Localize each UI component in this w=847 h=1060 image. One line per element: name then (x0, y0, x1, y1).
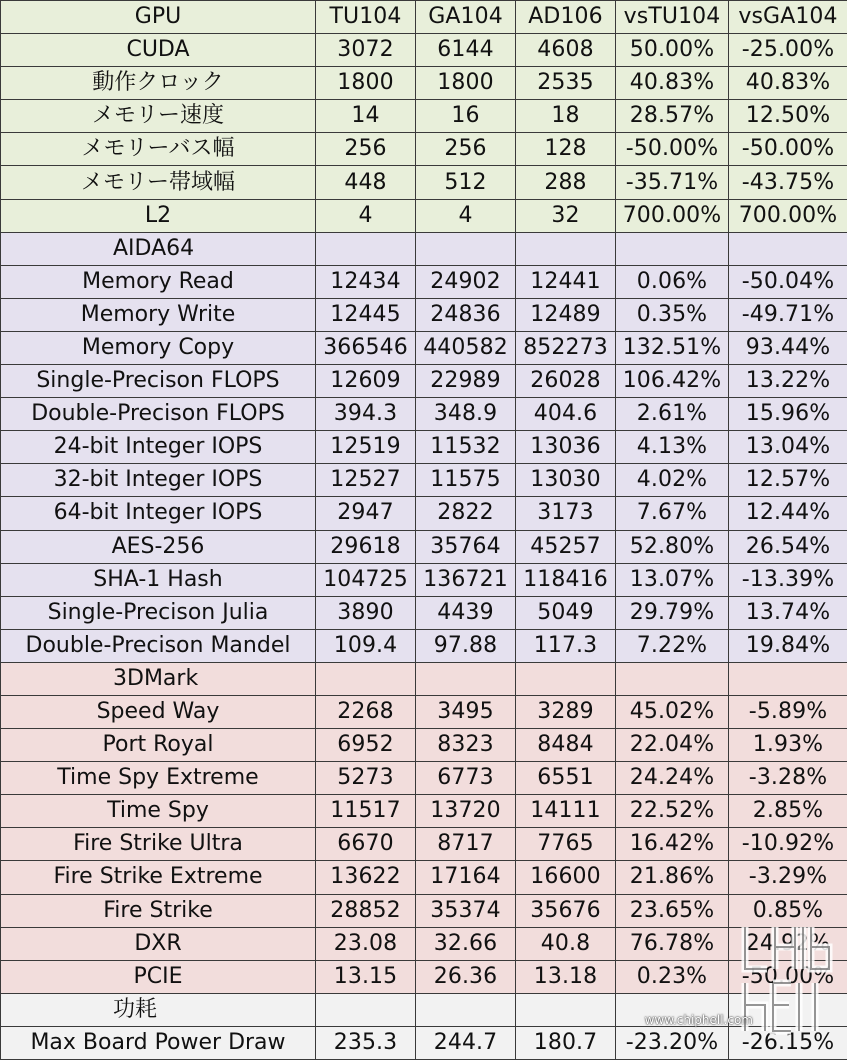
cell-vsga104: 12.44% (729, 497, 847, 530)
cell-ad106: 40.8 (516, 927, 616, 960)
cell-tu104: 12445 (316, 298, 416, 331)
cell-vstu104: 4.13% (616, 431, 729, 464)
cell-ga104: 17164 (416, 861, 516, 894)
cell-vstu104: 0.35% (616, 298, 729, 331)
cell-tu104: 12609 (316, 365, 416, 398)
cell-ga104: 8323 (416, 729, 516, 762)
cell-ga104: 8717 (416, 828, 516, 861)
aida-row (1, 563, 847, 596)
mark-row (1, 695, 847, 728)
cell-vstu104: 0.06% (616, 265, 729, 298)
cell-ga104: 1800 (416, 67, 516, 100)
cell-ad106: 852273 (516, 331, 616, 364)
cell-tu104: 104725 (316, 563, 416, 596)
cell-tu104: 23.08 (316, 927, 416, 960)
row-label: L2 (1, 199, 316, 232)
cell-vsga104: 0.85% (729, 894, 847, 927)
cell-tu104: 2947 (316, 497, 416, 530)
cell-tu104: 448 (316, 166, 416, 199)
cell-vsga104: -3.29% (729, 861, 847, 894)
cell-vsga104: -3.28% (729, 762, 847, 795)
aida-row (1, 265, 847, 298)
section-title: AIDA64 (1, 232, 316, 265)
cell-tu104: 12527 (316, 464, 416, 497)
cell-vsga104: -49.71% (729, 298, 847, 331)
empty-cell (516, 662, 616, 695)
row-label: Port Royal (1, 729, 316, 762)
cell-ad106: 7765 (516, 828, 616, 861)
cell-ga104: 11532 (416, 431, 516, 464)
cell-vstu104: 50.00% (616, 34, 729, 67)
empty-cell (316, 993, 416, 1026)
cell-vsga104: 13.74% (729, 596, 847, 629)
cell-vsga104: 2.85% (729, 795, 847, 828)
cell-tu104: 5273 (316, 762, 416, 795)
cell-tu104: 3072 (316, 34, 416, 67)
row-label: Fire Strike Extreme (1, 861, 316, 894)
table-body (1, 1, 847, 1060)
cell-ad106: 13036 (516, 431, 616, 464)
cell-ga104: 3495 (416, 695, 516, 728)
cell-vstu104: 106.42% (616, 365, 729, 398)
mark-row (1, 960, 847, 993)
cell-ad106: 45257 (516, 530, 616, 563)
cell-vsga104: -25.00% (729, 34, 847, 67)
cell-vsga104: -26.15% (729, 1026, 847, 1059)
row-label: GPU (1, 1, 316, 34)
empty-cell (416, 662, 516, 695)
cell-ad106: 12489 (516, 298, 616, 331)
row-label: SHA-1 Hash (1, 563, 316, 596)
cell-ad106: 180.7 (516, 1026, 616, 1059)
cell-vsga104: vsGA104 (729, 1, 847, 34)
cell-vsga104: 93.44% (729, 331, 847, 364)
cell-ga104: 440582 (416, 331, 516, 364)
cell-vstu104: 45.02% (616, 695, 729, 728)
cell-vsga104: 24.92% (729, 927, 847, 960)
cell-ad106: 5049 (516, 596, 616, 629)
cell-vsga104: -43.75% (729, 166, 847, 199)
cell-vsga104: 1.93% (729, 729, 847, 762)
aida-row (1, 596, 847, 629)
cell-ga104: 2822 (416, 497, 516, 530)
cell-ga104: 4439 (416, 596, 516, 629)
row-label: Fire Strike Ultra (1, 828, 316, 861)
spec-row (1, 133, 847, 166)
cell-ga104: GA104 (416, 1, 516, 34)
cell-tu104: 4 (316, 199, 416, 232)
cell-tu104: 12519 (316, 431, 416, 464)
aida-row (1, 431, 847, 464)
empty-cell (616, 232, 729, 265)
aida-row (1, 331, 847, 364)
spec-row (1, 166, 847, 199)
cell-tu104: 12434 (316, 265, 416, 298)
cell-ga104: 11575 (416, 464, 516, 497)
cell-vstu104: 2.61% (616, 398, 729, 431)
cell-ad106: 3289 (516, 695, 616, 728)
cell-ad106: 128 (516, 133, 616, 166)
cell-ga104: 13720 (416, 795, 516, 828)
cell-vsga104: -50.00% (729, 133, 847, 166)
cell-ga104: 32.66 (416, 927, 516, 960)
cell-ga104: 256 (416, 133, 516, 166)
row-label: Max Board Power Draw (1, 1026, 316, 1059)
cell-tu104: 3890 (316, 596, 416, 629)
empty-cell (316, 662, 416, 695)
section-title: 功耗 (1, 993, 316, 1026)
cell-ad106: 18 (516, 100, 616, 133)
cell-ga104: 244.7 (416, 1026, 516, 1059)
row-label: メモリー帯域幅 (1, 166, 316, 199)
cell-vsga104: -13.39% (729, 563, 847, 596)
cell-vstu104: vsTU104 (616, 1, 729, 34)
cell-ad106: 13.18 (516, 960, 616, 993)
cell-vstu104: 52.80% (616, 530, 729, 563)
row-label: Single-Precison FLOPS (1, 365, 316, 398)
cell-ga104: 97.88 (416, 629, 516, 662)
aida-row (1, 398, 847, 431)
cell-ga104: 35374 (416, 894, 516, 927)
cell-ad106: 404.6 (516, 398, 616, 431)
cell-tu104: 13622 (316, 861, 416, 894)
cell-vstu104: 24.24% (616, 762, 729, 795)
cell-tu104: 6952 (316, 729, 416, 762)
cell-vstu104: 22.52% (616, 795, 729, 828)
row-label: Time Spy (1, 795, 316, 828)
cell-tu104: 1800 (316, 67, 416, 100)
row-label: Single-Precison Julia (1, 596, 316, 629)
mark-row (1, 729, 847, 762)
cell-ga104: 6773 (416, 762, 516, 795)
cell-vsga104: -50.04% (729, 265, 847, 298)
cell-ad106: 14111 (516, 795, 616, 828)
cell-vstu104: 7.22% (616, 629, 729, 662)
cell-ad106: 13030 (516, 464, 616, 497)
power-row (1, 1026, 847, 1059)
cell-tu104: 235.3 (316, 1026, 416, 1059)
cell-vstu104: 28.57% (616, 100, 729, 133)
cell-tu104: TU104 (316, 1, 416, 34)
cell-ga104: 348.9 (416, 398, 516, 431)
cell-vstu104: 13.07% (616, 563, 729, 596)
row-label: Memory Copy (1, 331, 316, 364)
cell-vstu104: 132.51% (616, 331, 729, 364)
mark-row (1, 861, 847, 894)
row-label: メモリー速度 (1, 100, 316, 133)
cell-ad106: 32 (516, 199, 616, 232)
empty-cell (616, 662, 729, 695)
cell-vsga104: -10.92% (729, 828, 847, 861)
cell-ga104: 35764 (416, 530, 516, 563)
cell-vstu104: 7.67% (616, 497, 729, 530)
cell-ad106: 118416 (516, 563, 616, 596)
cell-ad106: 35676 (516, 894, 616, 927)
row-label: PCIE (1, 960, 316, 993)
cell-ad106: AD106 (516, 1, 616, 34)
row-label: AES-256 (1, 530, 316, 563)
cell-ga104: 22989 (416, 365, 516, 398)
aida-row (1, 629, 847, 662)
row-label: 32-bit Integer IOPS (1, 464, 316, 497)
cell-vsga104: -50.00% (729, 960, 847, 993)
cell-ad106: 8484 (516, 729, 616, 762)
row-label: 64-bit Integer IOPS (1, 497, 316, 530)
cell-vsga104: 40.83% (729, 67, 847, 100)
cell-vsga104: 12.50% (729, 100, 847, 133)
cell-vstu104: 22.04% (616, 729, 729, 762)
cell-vstu104: -35.71% (616, 166, 729, 199)
row-label: 24-bit Integer IOPS (1, 431, 316, 464)
cell-ad106: 26028 (516, 365, 616, 398)
aida-row (1, 298, 847, 331)
row-label: DXR (1, 927, 316, 960)
row-label: Memory Write (1, 298, 316, 331)
cell-vstu104: 23.65% (616, 894, 729, 927)
section-header-aida64 (1, 232, 847, 265)
spec-row (1, 100, 847, 133)
cell-tu104: 29618 (316, 530, 416, 563)
row-label: Fire Strike (1, 894, 316, 927)
aida-row (1, 464, 847, 497)
cell-tu104: 14 (316, 100, 416, 133)
cell-ad106: 12441 (516, 265, 616, 298)
row-label: Memory Read (1, 265, 316, 298)
cell-tu104: 6670 (316, 828, 416, 861)
row-label: Time Spy Extreme (1, 762, 316, 795)
row-label: Speed Way (1, 695, 316, 728)
cell-vsga104: 15.96% (729, 398, 847, 431)
empty-cell (416, 232, 516, 265)
spec-row (1, 67, 847, 100)
mark-row (1, 795, 847, 828)
cell-ad106: 16600 (516, 861, 616, 894)
cell-ad106: 2535 (516, 67, 616, 100)
cell-vsga104: 13.04% (729, 431, 847, 464)
cell-vstu104: 4.02% (616, 464, 729, 497)
cell-ga104: 6144 (416, 34, 516, 67)
cell-ga104: 24902 (416, 265, 516, 298)
cell-tu104: 13.15 (316, 960, 416, 993)
cell-vsga104: 19.84% (729, 629, 847, 662)
cell-vstu104: 40.83% (616, 67, 729, 100)
section-title: 3DMark (1, 662, 316, 695)
empty-cell (416, 993, 516, 1026)
cell-vstu104: 0.23% (616, 960, 729, 993)
cell-ad106: 4608 (516, 34, 616, 67)
cell-vstu104: -23.20% (616, 1026, 729, 1059)
cell-ga104: 24836 (416, 298, 516, 331)
header-row (1, 1, 847, 34)
cell-tu104: 394.3 (316, 398, 416, 431)
cell-tu104: 366546 (316, 331, 416, 364)
row-label: 動作クロック (1, 67, 316, 100)
cell-vsga104: -5.89% (729, 695, 847, 728)
cell-vsga104: 12.57% (729, 464, 847, 497)
row-label: CUDA (1, 34, 316, 67)
spec-row (1, 34, 847, 67)
aida-row (1, 530, 847, 563)
empty-cell (729, 232, 847, 265)
cell-tu104: 109.4 (316, 629, 416, 662)
cell-vstu104: 76.78% (616, 927, 729, 960)
mark-row (1, 828, 847, 861)
mark-row (1, 762, 847, 795)
cell-ad106: 6551 (516, 762, 616, 795)
cell-tu104: 11517 (316, 795, 416, 828)
spec-row (1, 199, 847, 232)
empty-cell (729, 662, 847, 695)
row-label: メモリーバス幅 (1, 133, 316, 166)
cell-ga104: 4 (416, 199, 516, 232)
cell-vstu104: 21.86% (616, 861, 729, 894)
row-label: Double-Precison Mandel (1, 629, 316, 662)
cell-vstu104: 29.79% (616, 596, 729, 629)
section-header-3dmark (1, 662, 847, 695)
cell-ga104: 16 (416, 100, 516, 133)
cell-vstu104: -50.00% (616, 133, 729, 166)
aida-row (1, 497, 847, 530)
cell-ga104: 136721 (416, 563, 516, 596)
cell-tu104: 28852 (316, 894, 416, 927)
cell-ga104: 512 (416, 166, 516, 199)
aida-row (1, 365, 847, 398)
cell-vstu104: 16.42% (616, 828, 729, 861)
cell-tu104: 2268 (316, 695, 416, 728)
empty-cell (516, 993, 616, 1026)
cell-ga104: 26.36 (416, 960, 516, 993)
cell-vsga104: 13.22% (729, 365, 847, 398)
mark-row (1, 927, 847, 960)
cell-vsga104: 26.54% (729, 530, 847, 563)
cell-ad106: 3173 (516, 497, 616, 530)
empty-cell (516, 232, 616, 265)
mark-row (1, 894, 847, 927)
row-label: Double-Precison FLOPS (1, 398, 316, 431)
cell-vstu104: 700.00% (616, 199, 729, 232)
cell-tu104: 256 (316, 133, 416, 166)
cell-ad106: 288 (516, 166, 616, 199)
watermark-url: www.chiphell.com (645, 1013, 753, 1027)
empty-cell (316, 232, 416, 265)
cell-ad106: 117.3 (516, 629, 616, 662)
cell-vsga104: 700.00% (729, 199, 847, 232)
